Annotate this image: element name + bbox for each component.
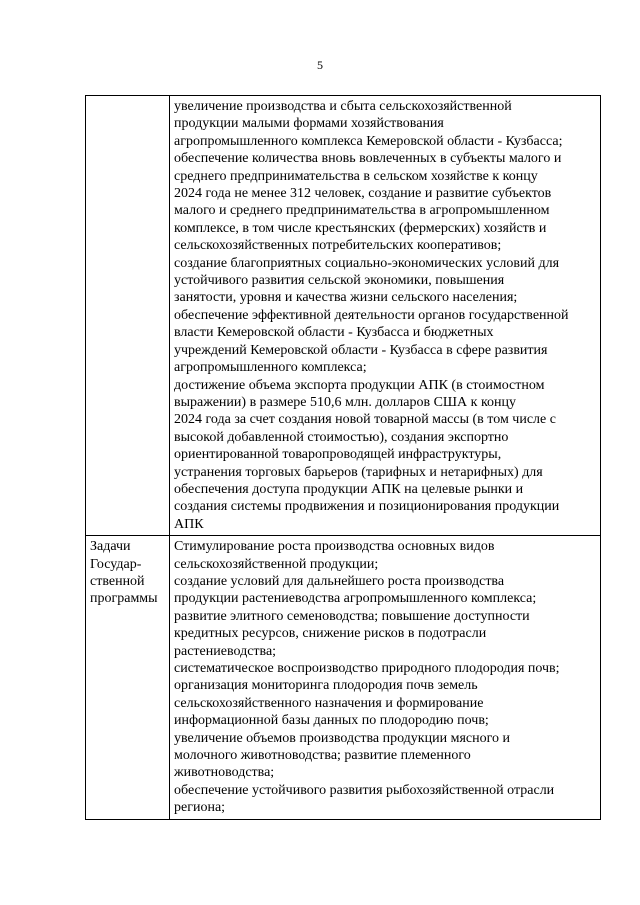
- text-line: учреждений Кемеровской области - Кузбасса в сфере развития: [174, 342, 548, 358]
- text-line: животноводства;: [174, 765, 275, 781]
- text-line: увеличение объемов производства продукции мясного и: [174, 730, 510, 746]
- row-label-cell: [86, 536, 170, 820]
- text-line: комплексе, в том числе крестьянских (фермерских) хозяйств и: [174, 220, 547, 236]
- text-line: обеспечение устойчивого развития рыбохозяйственной отрасли: [174, 782, 555, 798]
- text-line: высокой добавленной стоимостью), создания экспортно: [174, 429, 509, 445]
- text-line: организация мониторинга плодородия почв земель: [174, 678, 478, 694]
- text-line: 2024 года за счет создания новой товарной массы (в том числе с: [174, 412, 556, 428]
- text-line: агропромышленного комплекса Кемеровской области - Кузбасса;: [174, 133, 563, 149]
- text-line: региона;: [174, 800, 226, 816]
- text-line: устранения торговых барьеров (тарифных и нетарифных) для: [174, 464, 543, 480]
- text-line: малого и среднего предпринимательства в агропромышленном: [174, 203, 550, 219]
- text-line: создание условий для дальнейшего роста производства: [174, 573, 505, 589]
- text-line: создание благоприятных социально-экономических условий для: [174, 255, 560, 271]
- text-line: сельскохозяйственного назначения и формирование: [174, 695, 484, 711]
- table-row: [86, 536, 601, 820]
- text-line: АПК: [174, 516, 204, 532]
- text-line: достижение объема экспорта продукции АПК (в стоимостном: [174, 377, 545, 393]
- text-line: Стимулирование роста производства основных видов: [174, 539, 495, 555]
- page-number: 5: [317, 58, 323, 72]
- label-line: ственной: [90, 573, 145, 589]
- label-line: Государ-: [90, 556, 142, 572]
- text-line: молочного животноводства; развитие племенного: [174, 748, 471, 764]
- text-line: систематическое воспроизводство природного плодородия почв;: [174, 661, 560, 676]
- text-line: кредитных ресурсов, снижение рисков в подотрасли: [174, 626, 487, 642]
- text-line: информационной базы данных по плодородию почв;: [174, 713, 489, 729]
- text-line: устойчивого развития сельской экономики, повышения: [174, 273, 505, 289]
- text-line: среднего предпринимательства в сельском хозяйстве к концу: [174, 168, 538, 184]
- text-line: 2024 года не менее 312 человек, создание и развитие субъектов: [174, 186, 552, 202]
- text-line: ориентированной товаропроводящей инфраструктуры,: [174, 447, 502, 463]
- text-line: выражении) в размере 510,6 млн. долларов США к концу: [174, 394, 517, 410]
- text-line: агропромышленного комплекса;: [174, 360, 367, 376]
- label-line: программы: [90, 591, 158, 607]
- text-line: продукции растениеводства агропромышленного комплекса;: [174, 591, 537, 607]
- text-line: обеспечение количества вновь вовлеченных в субъекты малого и: [174, 151, 562, 167]
- text-line: продукции малыми формами хозяйствования: [174, 116, 444, 132]
- text-line: обеспечения доступа продукции АПК на целевые рынки и: [174, 481, 524, 497]
- program-table: [85, 95, 601, 820]
- text-line: занятости, уровня и качества жизни сельского населения;: [174, 290, 518, 306]
- text-line: сельскохозяйственной продукции;: [174, 556, 379, 572]
- row-content-cell: [170, 536, 601, 820]
- table-row: [86, 96, 601, 536]
- row-content-cell: [170, 96, 601, 536]
- text-line: власти Кемеровской области - Кузбасса и бюджетных: [174, 325, 494, 341]
- text-line: создания системы продвижения и позиционирования продукции: [174, 499, 560, 515]
- text-line: сельскохозяйственных потребительских кооперативов;: [174, 238, 502, 254]
- text-line: растениеводства;: [174, 643, 277, 659]
- text-line: увеличение производства и сбыта сельскохозяйственной: [174, 99, 512, 114]
- text-line: обеспечение эффективной деятельности органов государственной: [174, 307, 569, 323]
- label-line: Задачи: [90, 539, 131, 555]
- text-line: развитие элитного семеноводства; повышение доступности: [174, 608, 530, 624]
- row-label-cell: [86, 96, 170, 536]
